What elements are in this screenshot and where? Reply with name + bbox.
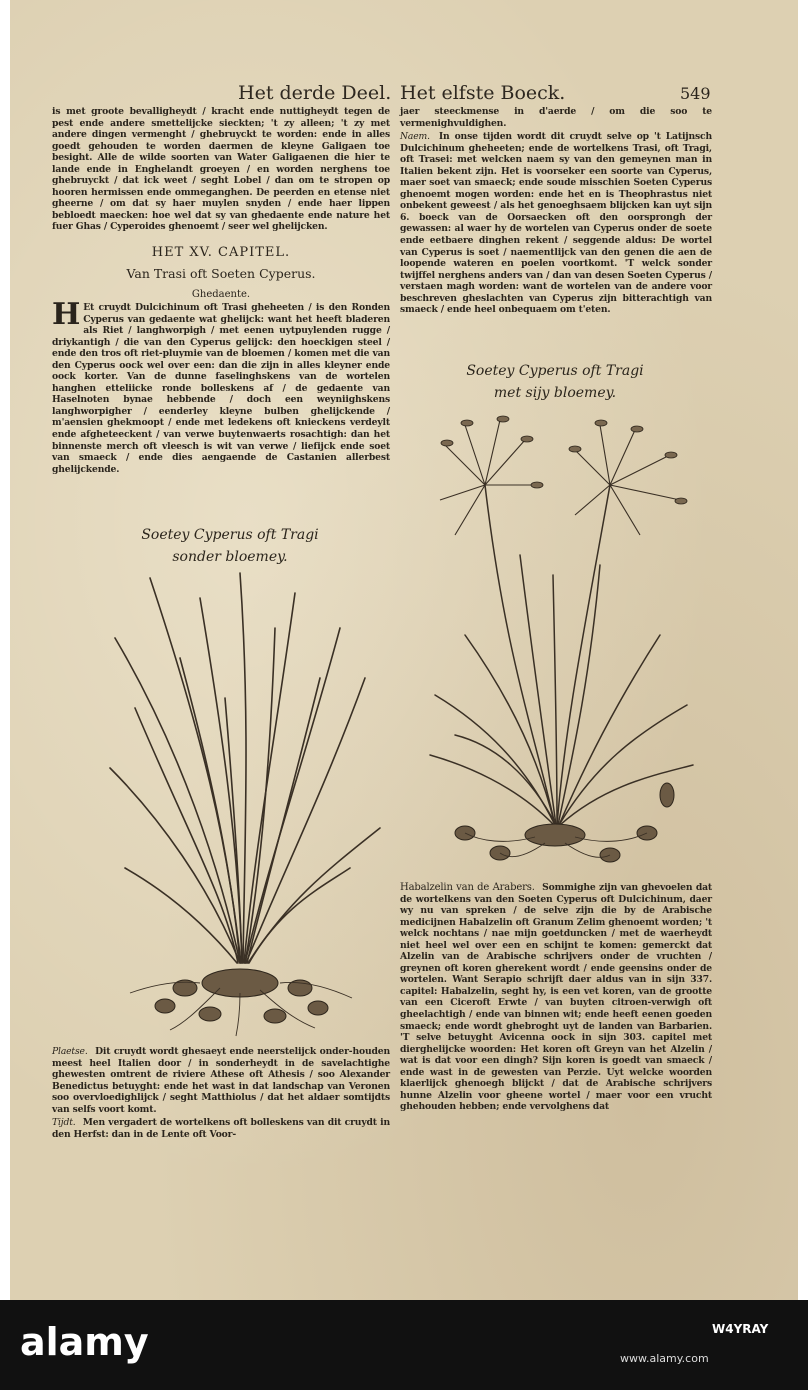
watermark-logo: alamy: [20, 1320, 149, 1364]
habalzelin-text: Sommighe zijn van ghevoelen dat de wortelkens van den Soeten Cyperus oft Dulcichinum, daer wy nu van spreken / de selve zijn die by de Arabische medicijnen Habalzelin oft Granum Zelim ghenoemt worden; 't welck nochtans / nae mijn goetduncken / met de waerheydt niet heel wel over een en schijnt te komen: gemerckt dat Alzelin van de Arabische schrijvers onder de vruchten / greynen oft koren gherekent wordt / ende geensins onder de wortelen. Want Serapio schrijft daer aldus van in sijn 337. capitel: Habalzelin, seght hy, is een vet koren, van de grootte van een Ciceroft Erwte / van buyten citroen-verwigh oft gheelachtigh / ende van binnen wit; ende heeft eenen goeden smaeck; ende wordt ghebroght uyt de landen van Barbarien. 'T selve betuyght Avicenna oock in sijn 303. capitel met dierghelijcke woorden: Het koren oft Greyn van het Alzelin / wat is dat voor een dingh? Sijn koren is goedt van smaeck / ende wast in de gewesten van Perzie. Uyt welcke woorden klaerlijck ghenoegh blijckt / dat de Arabische schrijvers hunne Alzelin voor gheene wortel / maer voor een vrucht ghehouden hebben; ende vervolghens dat: [400, 882, 712, 1113]
left-column-text: [52, 106, 390, 475]
habalzelin-lead: Habalzelin van de Arabers.: [400, 882, 535, 893]
image-id: W4YRAY: [712, 1322, 769, 1336]
drop-cap: H: [52, 297, 81, 333]
right-column-text: [400, 106, 712, 316]
right-figure-caption: [410, 360, 700, 404]
section-heading-ghedaente: Ghedaente.: [191, 289, 251, 301]
woodcut-sedge-with-flowers: [425, 405, 700, 875]
time-paragraph: [52, 1117, 390, 1140]
right-body-text: In onse tijden wordt dit cruydt selve op 't Latijnsch Dulcichinum gheheeten; ende de wortelkens Trasi, oft Tragi, oft Trasei: met welcken naem sy van den gemeynen man in Italien bekent zijn. Het is voorseker een soorte van Cyperus, maer soet van smaeck; ende soude misschien Soeten Cyperus ghenoemt mogen worden: ende het en is Theophrastus niet onbekent geweest / als het genoeghsaem blijcken kan uyt sijn 6. boeck van de Oorsaecken oft den oorsprongh der gewassen: al waer hy de wortelen van Cyperus onder de soete ende eetbaere dinghen rekent / seggende aldus: De wortel van Cyperus is soet / naementlijck van den genen die aen de loopende wateren en poelen voortkomt. 'T welck sonder twijffel nerghens anders van / dan van desen Soeten Cyperus / verstaen magh worden: want de wortelen van de andere voor beschreven gheslachten van Cyperus zijn bitterachtigh van smaeck / ende heel onbequaem om t'eten.: [400, 131, 712, 316]
section-label-naem: Naem.: [400, 131, 430, 143]
book-page: [10, 0, 798, 1300]
left-caption-line-1: Soetey Cyperus oft Tragi: [141, 527, 319, 543]
running-head-left: Het derde Deel.: [238, 82, 392, 104]
left-body-paragraph: [52, 297, 390, 475]
section-label-plaetse: Plaetse.: [52, 1046, 88, 1057]
watermark-footer: [0, 1300, 808, 1390]
woodcut-sedge-without-flowers: [90, 568, 390, 1038]
place-paragraph: [52, 1046, 390, 1115]
page-number: 549: [680, 84, 711, 103]
lower-right-text: [400, 882, 712, 1113]
habalzelin-paragraph: [400, 882, 712, 1113]
chapter-title: Van Trasi oft Soeten Cyperus.: [126, 266, 316, 282]
place-text: Dit cruydt wordt ghesaeyt ende neerstelijck onder-houden meest heel Italien door / in sonderheydt in de savelachtighe ghewesten omtrent de riviere Athese oft Athesis / soo Alexander Benedictus betuyght: ende het wast in dat landschap van Veronen soo overvloedighlijck / seght Matthiolus / dat het aldaer somtijdts van selfs voort komt.: [52, 1046, 390, 1115]
right-intro-paragraph: jaer steeckmense in d'aerde / om die soo te vermenighvuldighen.: [400, 106, 712, 129]
right-caption-line-2: met sijy bloemey.: [493, 385, 617, 401]
chapter-heading: HET XV. CAPITEL.: [151, 245, 291, 261]
left-figure-caption: [80, 524, 380, 568]
left-intro-paragraph: is met groote bevalligheydt / kracht ende nuttigheydt tegen de pest ende andere smettelijcke sieckten; 't zy alleen; 't zy met andere dingen vermenght / ghebruyckt te worden: ende in alles goedt gehouden te worden daermen de kleyne Galigaen toe besight. Alle de wilde soorten van Water Galigaenen die hier te lande ende in Enghelandt groeyen / en worden nerghens toe ghebruyckt / dat ick weet / seght Lobel / dan om te stropen op hooren hermissen ende ommeganghen. De peerden en etense niet gheerne / om dat sy haer muylen snyden / ende haer lippen bebloedt maecken: hoe wel dat sy van ghedaente ende nature het fuer Ghas / Cyperoides ghenoemt / seer wel ghelijcken.: [52, 106, 390, 233]
right-caption-line-1: Soetey Cyperus oft Tragi: [466, 363, 644, 379]
right-body-paragraph: [400, 131, 712, 316]
time-text: Men vergadert de wortelkens oft bolleskens van dit cruydt in den Herfst: dan in de Lente oft Voor-: [52, 1117, 390, 1140]
left-caption-line-2: sonder bloemey.: [172, 549, 288, 565]
lower-left-text: [52, 1046, 390, 1140]
left-body-text: Et cruydt Dulcichinum oft Trasi gheheeten / is den Ronden Cyperus van gedaente wat ghelijck: want het heeft bladeren als Riet / langhworpigh / met eenen uytpuylenden rugge / driykantigh / die van den Cyperus gelijck: den hoeckigen steel / ende den tros oft riet-pluymie van de bloemen / komen met die van den Cyperus oock wel over een: dan die zijn in alles kleyner ende oock korter. Van de dunne faselinghskens van de wortelen hanghen etteliicke ronde bolleskens af / de gedaente van Haselnoten bynae hebbende / doch een weyniighskens langhworpigher / eenderley kleyne bulben ghelijckende / m'aensien ghekmoopt / ende met ledekens oft knieckens verdeylt ende afgheteeckent / van verwe buytenwaerts rosachtigh: dan het binnenste merch oft vleesch is wit van verwe / liefijck ende soet van smaeck / ende dies aengaende de Castanien allerbest ghelijckende.: [52, 302, 390, 475]
section-label-tijdt: Tijdt.: [52, 1117, 76, 1129]
watermark-url: www.alamy.com: [620, 1352, 709, 1365]
running-head-right: Het elfste Boeck.: [400, 82, 566, 104]
